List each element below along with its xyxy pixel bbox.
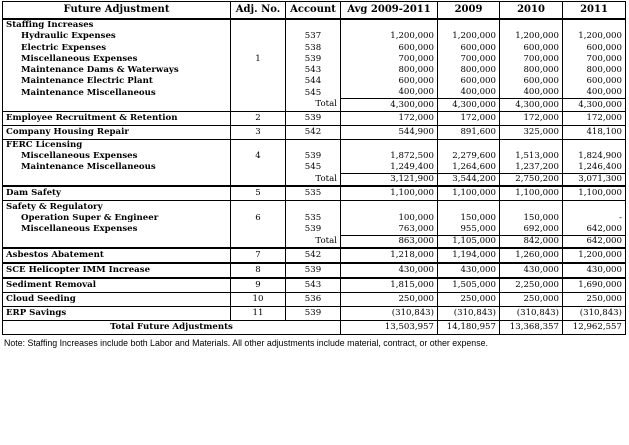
item-label: Maintenance Miscellaneous: [3, 87, 231, 99]
table-row: [3, 201, 626, 213]
adj-no-cell: [231, 42, 286, 53]
item-label: ERP Savings: [3, 307, 231, 321]
y2010-cell: 700,000: [500, 54, 563, 65]
y2011-cell: 172,000: [563, 111, 626, 125]
table-body: [3, 19, 626, 335]
avg-cell: 700,000: [341, 54, 438, 65]
y2010-cell: 1,200,000: [500, 31, 563, 42]
table-row: [3, 42, 626, 53]
avg-cell: 100,000: [341, 212, 438, 223]
adj-no-cell: 8: [231, 263, 286, 278]
adj-no-cell: 6: [231, 212, 286, 223]
header-adj-no: Adj. No.: [231, 2, 286, 20]
table-row: [3, 263, 626, 278]
item-label: SCE Helicopter IMM Increase: [3, 263, 231, 278]
y2011-cell: 430,000: [563, 263, 626, 278]
avg-cell: (310,843): [341, 307, 438, 321]
empty-cell: [341, 19, 438, 31]
y2011-cell: 600,000: [563, 42, 626, 53]
y2011-cell: 1,246,400: [563, 162, 626, 174]
header-account: Account: [286, 2, 341, 20]
empty-cell: [231, 235, 286, 248]
y2010-cell: 1,100,000: [500, 186, 563, 201]
empty-cell: [286, 19, 341, 31]
table-row: [3, 186, 626, 201]
y2010-cell: 1,260,000: [500, 248, 563, 263]
adj-no-cell: 11: [231, 307, 286, 321]
total-label: Total: [286, 174, 341, 187]
account-cell: 535: [286, 212, 341, 223]
adj-no-cell: 3: [231, 125, 286, 139]
y2009-cell: 700,000: [438, 54, 500, 65]
y2011-total-cell: 642,000: [563, 235, 626, 248]
avg-cell: 1,249,400: [341, 162, 438, 174]
y2011-cell: 400,000: [563, 87, 626, 99]
header-future-adjustment: Future Adjustment: [3, 2, 231, 20]
table-row: [3, 321, 626, 335]
y2009-cell: 400,000: [438, 87, 500, 99]
empty-cell: [563, 19, 626, 31]
avg-cell: 1,218,000: [341, 248, 438, 263]
y2011-total-cell: 3,071,300: [563, 174, 626, 187]
y2009-cell: (310,843): [438, 307, 500, 321]
avg-cell: 400,000: [341, 87, 438, 99]
table-row: [3, 212, 626, 223]
y2010-cell: 692,000: [500, 224, 563, 236]
empty-cell: [341, 139, 438, 151]
item-label: Sediment Removal: [3, 278, 231, 293]
avg-cell: 600,000: [341, 76, 438, 87]
empty-cell: [500, 19, 563, 31]
avg-cell: 763,000: [341, 224, 438, 236]
account-cell: 542: [286, 248, 341, 263]
adj-no-cell: [231, 87, 286, 99]
table-row: [3, 65, 626, 76]
adj-no-cell: [231, 76, 286, 87]
table-row: [3, 162, 626, 174]
y2010-total-cell: 842,000: [500, 235, 563, 248]
item-label: Cloud Seeding: [3, 293, 231, 307]
y2010-cell: 250,000: [500, 293, 563, 307]
empty-cell: [231, 139, 286, 151]
avg-grand-cell: 13,503,957: [341, 321, 438, 335]
empty-cell: [3, 174, 231, 187]
adj-no-cell: 2: [231, 111, 286, 125]
adjustments-sheet: [2, 1, 625, 348]
adj-no-cell: [231, 162, 286, 174]
item-label: Electric Expenses: [3, 42, 231, 53]
item-label: Employee Recruitment & Retention: [3, 111, 231, 125]
y2010-cell: 1,237,200: [500, 162, 563, 174]
avg-cell: 1,815,000: [341, 278, 438, 293]
empty-cell: [500, 201, 563, 213]
table-row: [3, 139, 626, 151]
adj-no-cell: 9: [231, 278, 286, 293]
empty-cell: [438, 139, 500, 151]
y2009-total-cell: 1,105,000: [438, 235, 500, 248]
y2010-cell: 600,000: [500, 42, 563, 53]
account-cell: 539: [286, 307, 341, 321]
header-avg: Avg 2009-2011: [341, 2, 438, 20]
y2011-cell: (310,843): [563, 307, 626, 321]
table-row: [3, 54, 626, 65]
table-row: [3, 293, 626, 307]
group-label: FERC Licensing: [3, 139, 231, 151]
account-cell: 539: [286, 54, 341, 65]
y2010-grand-cell: 13,368,357: [500, 321, 563, 335]
account-cell: 544: [286, 76, 341, 87]
adj-no-cell: 5: [231, 186, 286, 201]
table-row: [3, 76, 626, 87]
y2009-total-cell: 3,544,200: [438, 174, 500, 187]
empty-cell: [438, 201, 500, 213]
y2011-total-cell: 4,300,000: [563, 99, 626, 111]
item-label: Miscellaneous Expenses: [3, 224, 231, 236]
empty-cell: [286, 139, 341, 151]
y2009-cell: 2,279,600: [438, 151, 500, 162]
adj-no-cell: 10: [231, 293, 286, 307]
table-row: [3, 235, 626, 248]
empty-cell: [231, 174, 286, 187]
y2009-cell: 600,000: [438, 76, 500, 87]
y2011-cell: 418,100: [563, 125, 626, 139]
y2010-total-cell: 2,750,200: [500, 174, 563, 187]
y2011-cell: 642,000: [563, 224, 626, 236]
total-label: Total: [286, 235, 341, 248]
account-cell: 538: [286, 42, 341, 53]
y2010-cell: 800,000: [500, 65, 563, 76]
adj-no-cell: [231, 31, 286, 42]
y2011-cell: 800,000: [563, 65, 626, 76]
avg-total-cell: 4,300,000: [341, 99, 438, 111]
item-label: Company Housing Repair: [3, 125, 231, 139]
table-row: [3, 87, 626, 99]
y2010-cell: 150,000: [500, 212, 563, 223]
item-label: Maintenance Miscellaneous: [3, 162, 231, 174]
y2011-grand-cell: 12,962,557: [563, 321, 626, 335]
table-row: [3, 151, 626, 162]
item-label: Dam Safety: [3, 186, 231, 201]
y2010-cell: 1,513,000: [500, 151, 563, 162]
y2009-cell: 1,505,000: [438, 278, 500, 293]
table-row: [3, 125, 626, 139]
avg-cell: 250,000: [341, 293, 438, 307]
footnote: Note: Staffing Increases include both Labor and Materials. All other adjustments include material, contract, or other expense.: [4, 338, 488, 348]
future-adjustments-table: [2, 1, 626, 335]
account-cell: 543: [286, 65, 341, 76]
y2009-cell: 1,200,000: [438, 31, 500, 42]
empty-cell: [286, 201, 341, 213]
grand-total-label: Total Future Adjustments: [3, 321, 341, 335]
y2009-cell: 250,000: [438, 293, 500, 307]
adj-no-cell: 1: [231, 54, 286, 65]
y2009-cell: 955,000: [438, 224, 500, 236]
y2010-cell: 400,000: [500, 87, 563, 99]
y2009-total-cell: 4,300,000: [438, 99, 500, 111]
y2009-cell: 600,000: [438, 42, 500, 53]
y2011-cell: 250,000: [563, 293, 626, 307]
y2010-cell: (310,843): [500, 307, 563, 321]
y2011-cell: -: [563, 212, 626, 223]
empty-cell: [231, 19, 286, 31]
y2009-grand-cell: 14,180,957: [438, 321, 500, 335]
avg-total-cell: 3,121,900: [341, 174, 438, 187]
adj-no-cell: 7: [231, 248, 286, 263]
empty-cell: [563, 139, 626, 151]
y2009-cell: 1,194,000: [438, 248, 500, 263]
empty-cell: [500, 139, 563, 151]
account-cell: 545: [286, 162, 341, 174]
y2011-cell: 1,200,000: [563, 248, 626, 263]
item-label: Maintenance Dams & Waterways: [3, 65, 231, 76]
y2009-cell: 430,000: [438, 263, 500, 278]
adj-no-cell: 4: [231, 151, 286, 162]
account-cell: 542: [286, 125, 341, 139]
table-row: [3, 111, 626, 125]
y2009-cell: 172,000: [438, 111, 500, 125]
item-label: Maintenance Electric Plant: [3, 76, 231, 87]
total-label: Total: [286, 99, 341, 111]
header-2010: 2010: [500, 2, 563, 20]
item-label: Operation Super & Engineer: [3, 212, 231, 223]
y2010-cell: 600,000: [500, 76, 563, 87]
y2010-cell: 430,000: [500, 263, 563, 278]
y2010-cell: 2,250,000: [500, 278, 563, 293]
item-label: Miscellaneous Expenses: [3, 151, 231, 162]
y2010-total-cell: 4,300,000: [500, 99, 563, 111]
empty-cell: [3, 235, 231, 248]
y2009-cell: 1,264,600: [438, 162, 500, 174]
group-label: Safety & Regulatory: [3, 201, 231, 213]
empty-cell: [3, 99, 231, 111]
item-label: Miscellaneous Expenses: [3, 54, 231, 65]
table-row: [3, 224, 626, 236]
avg-cell: 1,872,500: [341, 151, 438, 162]
y2011-cell: 1,690,000: [563, 278, 626, 293]
y2011-cell: 600,000: [563, 76, 626, 87]
account-cell: 537: [286, 31, 341, 42]
avg-cell: 1,200,000: [341, 31, 438, 42]
table-row: [3, 99, 626, 111]
table-row: [3, 278, 626, 293]
avg-cell: 430,000: [341, 263, 438, 278]
account-cell: 539: [286, 151, 341, 162]
avg-cell: 800,000: [341, 65, 438, 76]
y2011-cell: 1,824,900: [563, 151, 626, 162]
table-row: [3, 248, 626, 263]
item-label: Hydraulic Expenses: [3, 31, 231, 42]
y2010-cell: 325,000: [500, 125, 563, 139]
table-row: [3, 31, 626, 42]
table-row: [3, 174, 626, 187]
avg-cell: 172,000: [341, 111, 438, 125]
y2010-cell: 172,000: [500, 111, 563, 125]
account-cell: 543: [286, 278, 341, 293]
avg-total-cell: 863,000: [341, 235, 438, 248]
adj-no-cell: [231, 65, 286, 76]
table-row: [3, 19, 626, 31]
avg-cell: 544,900: [341, 125, 438, 139]
empty-cell: [231, 201, 286, 213]
y2011-cell: 1,100,000: [563, 186, 626, 201]
y2011-cell: 1,200,000: [563, 31, 626, 42]
group-label: Staffing Increases: [3, 19, 231, 31]
item-label: Asbestos Abatement: [3, 248, 231, 263]
table-row: [3, 307, 626, 321]
empty-cell: [563, 201, 626, 213]
account-cell: 545: [286, 87, 341, 99]
header-2011: 2011: [563, 2, 626, 20]
y2009-cell: 891,600: [438, 125, 500, 139]
adj-no-cell: [231, 224, 286, 236]
y2009-cell: 150,000: [438, 212, 500, 223]
empty-cell: [438, 19, 500, 31]
avg-cell: 1,100,000: [341, 186, 438, 201]
account-cell: 536: [286, 293, 341, 307]
header-2009: 2009: [438, 2, 500, 20]
account-cell: 539: [286, 224, 341, 236]
y2011-cell: 700,000: [563, 54, 626, 65]
empty-cell: [231, 99, 286, 111]
account-cell: 539: [286, 111, 341, 125]
account-cell: 539: [286, 263, 341, 278]
avg-cell: 600,000: [341, 42, 438, 53]
account-cell: 535: [286, 186, 341, 201]
y2009-cell: 1,100,000: [438, 186, 500, 201]
header-row: [3, 2, 626, 20]
y2009-cell: 800,000: [438, 65, 500, 76]
empty-cell: [341, 201, 438, 213]
